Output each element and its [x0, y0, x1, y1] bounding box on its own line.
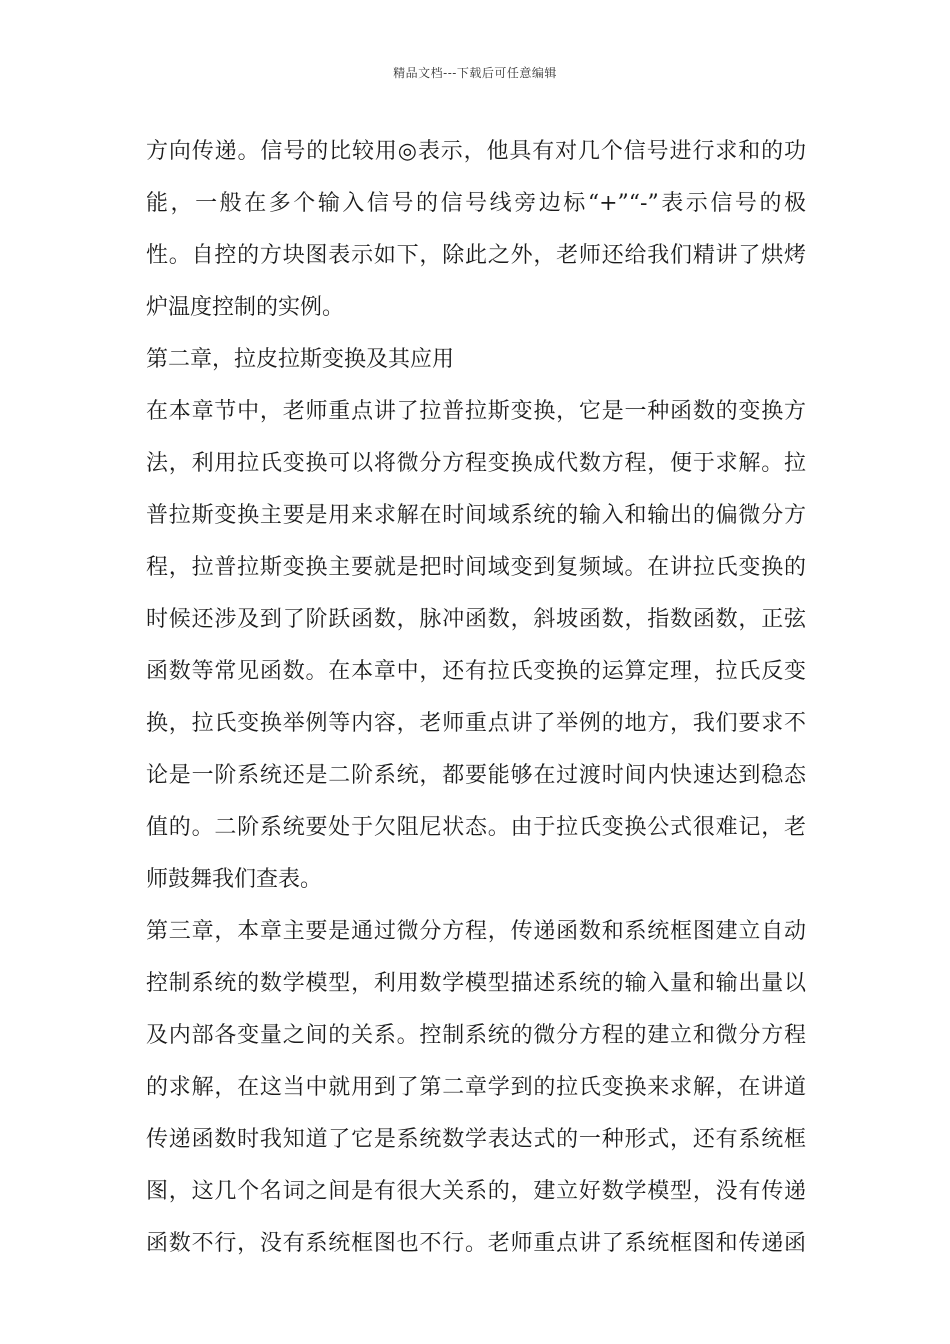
text-line: 时候还涉及到了阶跃函数，脉冲函数，斜坡函数，指数函数，正弦 — [146, 607, 806, 632]
page-header: 精品文档---下载后可任意编辑 — [393, 66, 557, 80]
text-line: 法，利用拉氏变换可以将微分方程变换成代数方程，便于求解。拉 — [146, 451, 806, 476]
text-line: 师鼓舞我们查表。 — [146, 867, 323, 892]
text-line: 第三章，本章主要是通过微分方程，传递函数和系统框图建立自动 — [146, 919, 806, 944]
text-line: 值的。二阶系统要处于欠阻尼状态。由于拉氏变换公式很难记，老 — [146, 815, 806, 840]
text-line: 换，拉氏变换举例等内容，老师重点讲了举例的地方，我们要求不 — [146, 711, 806, 736]
text-line: 传递函数时我知道了它是系统数学表达式的一种形式，还有系统框 — [146, 1127, 806, 1152]
text-line: 炉温度控制的实例。 — [146, 295, 345, 320]
text-line: 及内部各变量之间的关系。控制系统的微分方程的建立和微分方程 — [146, 1023, 806, 1048]
text-line: 在本章节中，老师重点讲了拉普拉斯变换，它是一种函数的变换方 — [146, 399, 806, 424]
body-text — [146, 130, 806, 1274]
text-line: 方向传递。信号的比较用◎表示，他具有对几个信号进行求和的功 — [146, 139, 806, 164]
text-line: 性。自控的方块图表示如下，除此之外，老师还给我们精讲了烘烤 — [146, 243, 806, 268]
text-line: 普拉斯变换主要是用来求解在时间域系统的输入和输出的偏微分方 — [146, 503, 806, 528]
text-line: 的求解，在这当中就用到了第二章学到的拉氏变换来求解，在讲道 — [146, 1075, 806, 1100]
text-line: 函数不行，没有系统框图也不行。老师重点讲了系统框图和传递函 — [146, 1231, 806, 1256]
text-line: 第二章，拉皮拉斯变换及其应用 — [146, 347, 455, 372]
text-line: 图，这几个名词之间是有很大关系的，建立好数学模型，没有传递 — [146, 1179, 806, 1204]
text-line: 控制系统的数学模型，利用数学模型描述系统的输入量和输出量以 — [146, 971, 806, 996]
text-line: 程，拉普拉斯变换主要就是把时间域变到复频域。在讲拉氏变换的 — [146, 555, 806, 580]
text-line: 论是一阶系统还是二阶系统，都要能够在过渡时间内快速达到稳态 — [146, 763, 806, 788]
text-line: 函数等常见函数。在本章中，还有拉氏变换的运算定理，拉氏反变 — [146, 659, 806, 684]
text-line: 能，一般在多个输入信号的信号线旁边标“+”“-”表示信号的极 — [146, 191, 806, 216]
